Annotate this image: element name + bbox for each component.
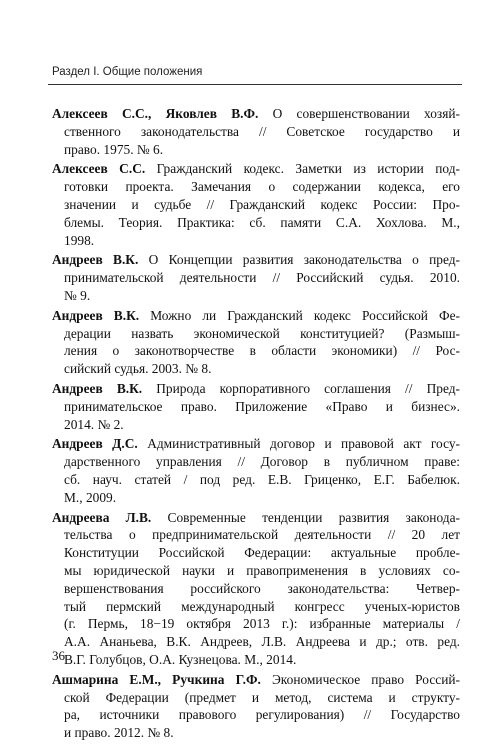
reference-first-line (52, 435, 460, 453)
reference-entry (52, 251, 460, 304)
reference-text: Экономическое право Россий- (260, 671, 460, 687)
reference-line: дерации назвать экономической конституцией? (Размыш- (64, 325, 460, 341)
reference-line: (г. Пермь, 18−19 октября 2013 г.): избранные материалы / (64, 616, 460, 632)
reference-line: принимательской деятельности // Российский судья. 2010. (64, 270, 460, 286)
reference-first-line (52, 380, 460, 398)
reference-line: Конституции Российской Федерации: актуальные пробле- (64, 545, 460, 561)
reference-line: ления о законотворчестве в области экономики) // Рос- (64, 343, 460, 359)
reference-entry (52, 160, 460, 249)
reference-authors: Андреев Д.С. (52, 436, 138, 452)
reference-text: Современные тенденции развития законода- (151, 509, 460, 525)
reference-entry (52, 671, 460, 742)
reference-entry (52, 509, 460, 669)
reference-line: тельства о предпринимательской деятельности // 20 лет (64, 527, 460, 543)
reference-line: тый пермский международный конгресс ученых-юристов (64, 598, 460, 614)
reference-authors: Андреев В.К. (52, 307, 140, 323)
reference-authors: Андреев В.К. (52, 252, 139, 268)
reference-line: № 9. (64, 287, 91, 303)
reference-entry (52, 435, 460, 506)
bibliography-list (52, 105, 460, 744)
reference-text: Гражданский кодекс. Заметки из истории под- (145, 161, 460, 177)
reference-line: сийский судья. 2003. № 8. (64, 361, 212, 377)
reference-line: 2014. № 2. (64, 416, 124, 432)
reference-first-line (52, 105, 460, 123)
reference-line: вершенствования российского законодательства: Четвер- (64, 580, 460, 596)
reference-line: принимательское право. Приложение «Право и бизнес». (64, 398, 460, 414)
reference-line: мы юридической науки и правоприменения в условиях со- (64, 562, 460, 578)
reference-text: О совершенствовании хозяй- (258, 106, 460, 121)
reference-line: 1998. (64, 232, 95, 248)
reference-authors: Алексеев С.С. (52, 161, 146, 177)
reference-line: готовки проекта. Замечания о содержании кодекса, его (64, 179, 460, 195)
reference-first-line (52, 509, 460, 527)
reference-line: право. 1975. № 6. (64, 141, 164, 157)
reference-entry (52, 105, 460, 158)
reference-text: Административный договор и правовой акт госу- (137, 436, 460, 452)
reference-first-line (52, 671, 460, 689)
reference-line: А.А. Ананьева, В.К. Андреев, Л.В. Андреева и др.; отв. ред. (64, 634, 460, 650)
reference-line: М., 2009. (64, 489, 117, 505)
reference-line: ственного законодательства // Советское государство и (64, 123, 460, 139)
reference-entry (52, 380, 460, 433)
header-rule (48, 84, 462, 85)
reference-entry (52, 307, 460, 378)
reference-first-line (52, 251, 460, 269)
reference-first-line (52, 307, 460, 325)
running-header: Раздел I. Общие положения (52, 66, 203, 78)
reference-line: сб. науч. статей / под ред. Е.В. Гриценко, Е.Г. Бабелюк. (64, 471, 460, 487)
reference-line: дарственного управления // Договор в публичном праве: (64, 454, 460, 470)
reference-line: ра, источники правового регулирования) // Государство (64, 707, 460, 723)
reference-text: Природа корпоративного соглашения // Пред- (142, 380, 460, 396)
reference-authors: Андреев В.К. (52, 380, 143, 396)
reference-line: значении и судьбе // Гражданский кодекс России: Про- (64, 196, 460, 212)
reference-authors: Ашмарина Е.М., Ручкина Г.Ф. (52, 671, 261, 687)
reference-line: В.Г. Голубцов, О.А. Кузнецова. М., 2014. (64, 651, 297, 667)
reference-text: Можно ли Гражданский кодекс Российской Фе- (139, 307, 461, 323)
reference-first-line (52, 160, 460, 178)
reference-line: блемы. Теория. Практика: сб. памяти С.А. Хохлова. М., (64, 214, 460, 230)
reference-line: и право. 2012. № 8. (64, 725, 174, 741)
page-number: 36 (52, 648, 65, 663)
reference-line: ской Федерации (предмет и метод, система и структу- (64, 689, 460, 705)
reference-authors: Андреева Л.В. (52, 509, 152, 525)
reference-text: О Концепции развития законодательства о пред- (138, 252, 460, 268)
reference-authors: Алексеев С.С., Яковлев В.Ф. (52, 106, 259, 121)
